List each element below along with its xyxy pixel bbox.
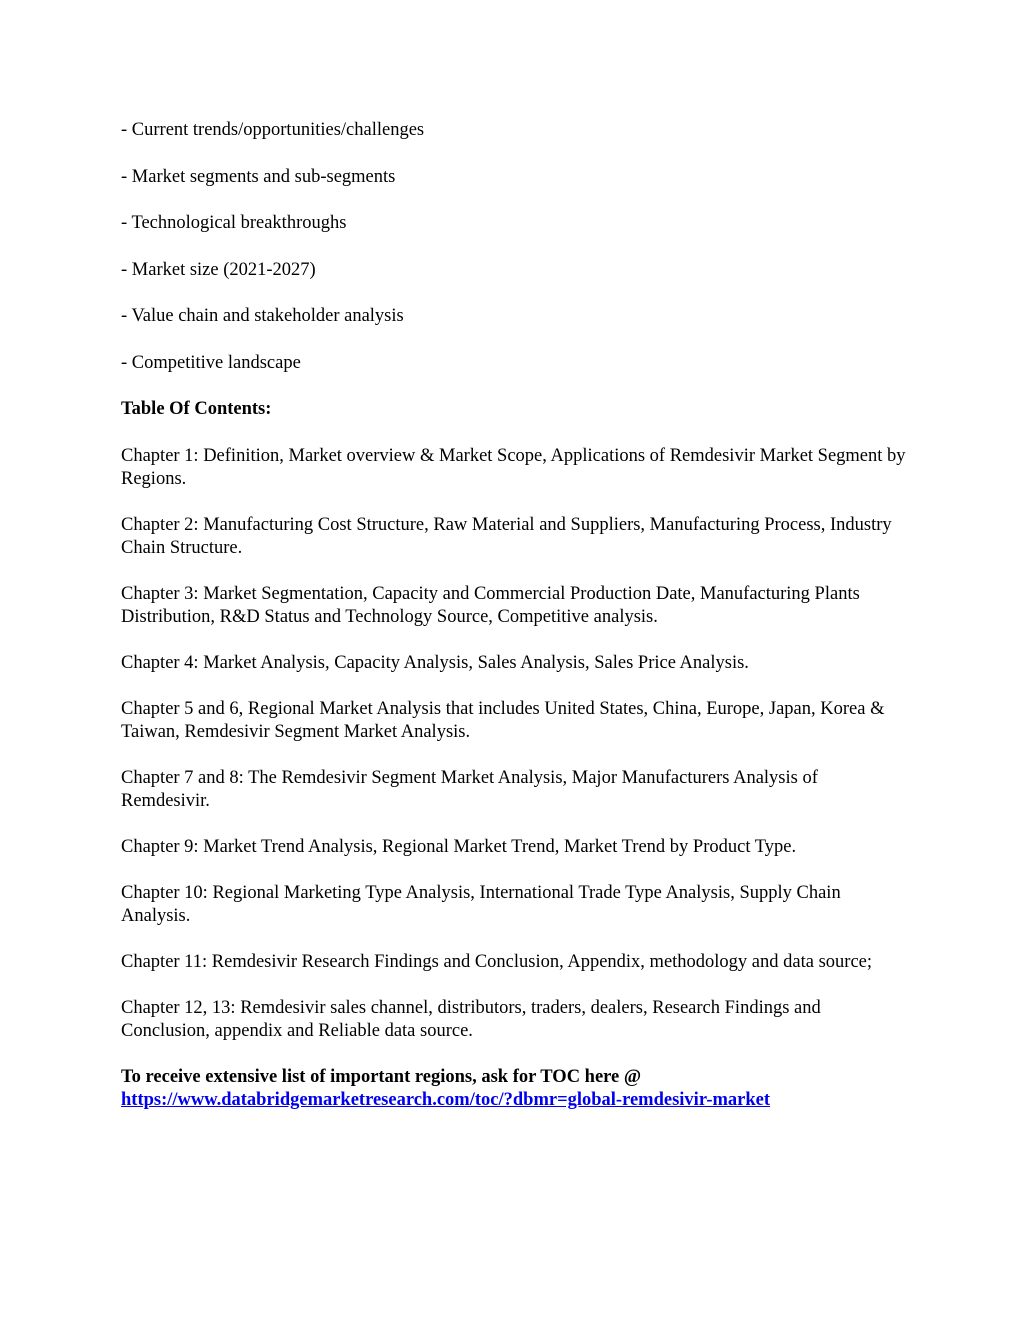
document-page <box>121 119 911 1112</box>
toc-chapter: Chapter 4: Market Analysis, Capacity Analysis, Sales Analysis, Sales Price Analysis. <box>121 653 749 673</box>
toc-chapter: Chapter 11: Remdesivir Research Findings and Conclusion, Appendix, methodology and data source; <box>121 952 873 972</box>
toc-chapter: Chapter 2: Manufacturing Cost Structure, Raw Material and Suppliers, Manufacturing Process, Industry Chain Structure. <box>121 515 892 558</box>
toc-chapter: Chapter 12, 13: Remdesivir sales channel, distributors, traders, dealers, Research Findings and Conclusion, appendix and Reliable data source. <box>121 998 821 1041</box>
list-item: - Market size (2021-2027) <box>121 259 316 280</box>
toc-heading: Table Of Contents: <box>121 399 272 419</box>
list-item: - Value chain and stakeholder analysis <box>121 306 404 326</box>
list-item: - Technological breakthroughs <box>121 213 347 233</box>
list-item: - Competitive landscape <box>121 352 301 373</box>
toc-chapter: Chapter 7 and 8: The Remdesivir Segment Market Analysis, Major Manufacturers Analysis of Remdesivir. <box>121 768 818 811</box>
toc-chapter: Chapter 10: Regional Marketing Type Analysis, International Trade Type Analysis, Supply Chain Analysis. <box>121 883 841 926</box>
toc-chapter: Chapter 9: Market Trend Analysis, Regional Market Trend, Market Trend by Product Type. <box>121 837 797 857</box>
list-item: - Current trends/opportunities/challenges <box>121 120 425 140</box>
toc-request-paragraph <box>121 1066 911 1112</box>
report-coverage-list <box>121 119 911 375</box>
list-item: - Market segments and sub-segments <box>121 166 396 187</box>
toc-chapter-list <box>121 445 911 1043</box>
toc-chapter: Chapter 1: Definition, Market overview & Market Scope, Applications of Remdesivir Market Segment by Regions. <box>121 446 906 489</box>
toc-request-link[interactable]: https://www.databridgemarketresearch.com/toc/?dbmr=global-remdesivir-market <box>121 1090 771 1110</box>
toc-request-text: To receive extensive list of important regions, ask for TOC here @ <box>121 1067 642 1087</box>
toc-chapter: Chapter 3: Market Segmentation, Capacity and Commercial Production Date, Manufacturing Plants Distribution, R&D Status and Technology Source, Competitive analysis. <box>121 584 860 627</box>
toc-chapter: Chapter 5 and 6, Regional Market Analysis that includes United States, China, Europe, Japan, Korea & Taiwan, Remdesivir Segment Market Analysis. <box>121 699 885 742</box>
